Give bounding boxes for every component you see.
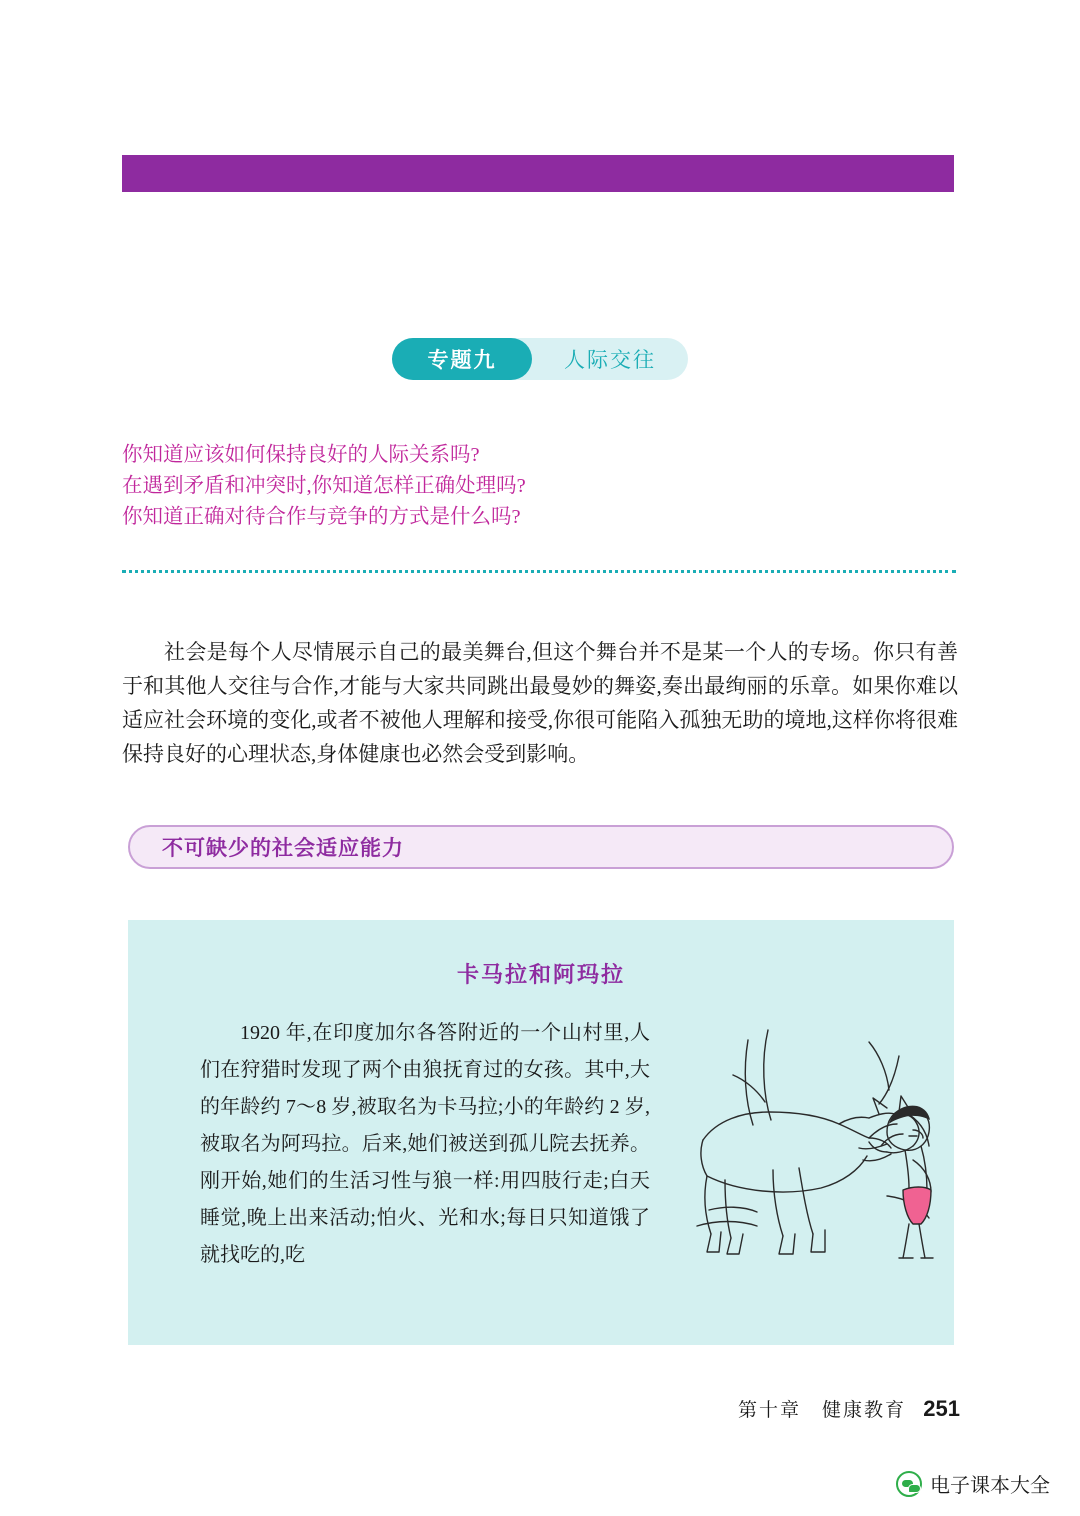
wechat-icon xyxy=(896,1471,922,1497)
question-item-1: 你知道应该如何保持良好的人际关系吗? xyxy=(122,444,480,466)
question-list xyxy=(122,440,962,533)
watermark-label: 电子课本大全 xyxy=(930,1475,1050,1497)
story-box xyxy=(128,920,954,1345)
wolf-and-girl-illustration xyxy=(673,1020,938,1285)
topic-title: 人际交往 xyxy=(564,349,656,372)
dotted-divider xyxy=(122,570,956,573)
story-text: 1920 年,在印度加尔各答附近的一个山村里,人们在狩猎时发现了两个由狼抚育过的女孩。其中,大的年龄约 7～8 岁,被取名为卡马拉;小的年龄约 2 岁,被取名为阿玛拉。后来,她们被送到孤儿院去抚养。刚开始,她们的生活习性与狼一样:用四肢行走;白天睡觉,晚上出来活动;怕火、光和水;每日只知道饿了就找吃的,吃 xyxy=(200,1022,650,1266)
watermark xyxy=(896,1469,1050,1498)
question-item-3: 你知道正确对待合作与竞争的方式是什么吗? xyxy=(122,506,521,528)
topic-pill xyxy=(392,338,688,380)
footer-chapter: 第十章 健康教育 xyxy=(737,1400,906,1421)
page-footer xyxy=(0,1395,960,1422)
intro-paragraph: 社会是每个人尽情展示自己的最美舞台,但这个舞台并不是某一个人的专场。你只有善于和其他人交往与合作,才能与大家共同跳出最曼妙的舞姿,奏出最绚丽的乐章。如果你难以适应社会环境的变化,或者不被他人理解和接受,你很可能陷入孤独无助的境地,这样你将很难保持良好的心理状态,身体健康也必然会受到影响。 xyxy=(122,640,958,766)
footer-page-number: 251 xyxy=(923,1396,960,1421)
section-header-label: 不可缺少的社会适应能力 xyxy=(162,837,404,860)
topic-tag: 专题九 xyxy=(392,338,532,380)
top-purple-bar xyxy=(122,155,954,192)
section-header xyxy=(128,825,954,869)
story-title: 卡马拉和阿玛拉 xyxy=(456,962,625,987)
question-item-2: 在遇到矛盾和冲突时,你知道怎样正确处理吗? xyxy=(122,475,526,497)
